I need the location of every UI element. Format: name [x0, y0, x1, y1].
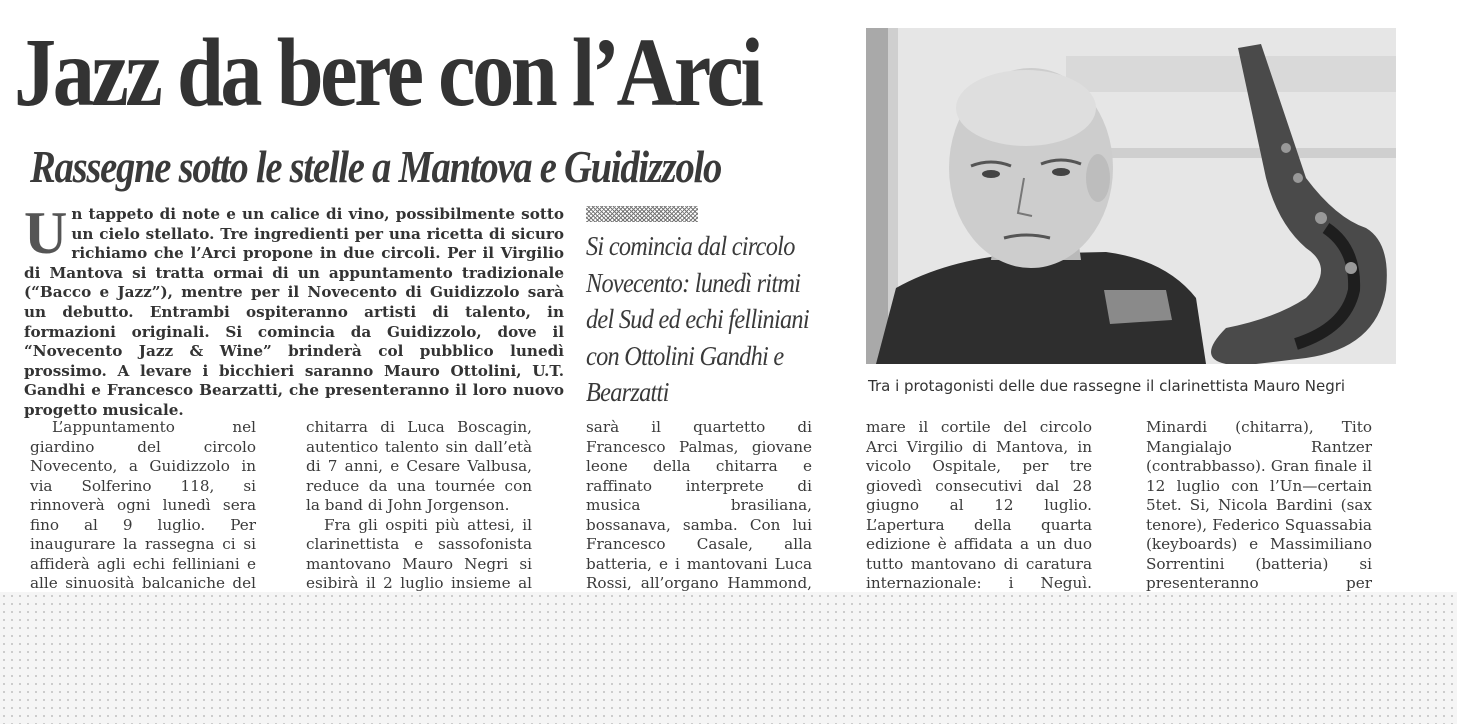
- drop-cap: U: [24, 200, 68, 266]
- column-paragraph: Minardi (chitarra), Tito Mangialajo Rantzer (contrabbasso). Gran finale il 12 luglio con l’Un—certain 5tet. Si, Nicola Bardini (sax tenore), Federico Squassabia (keyboards) e Massimiliano Sorrentini (batteria) si presenteranno per: [1146, 418, 1372, 592]
- subheadline: Rassegne sotto le stelle a Mantova e Guidizzolo: [30, 141, 722, 192]
- dotted-overlay-area: [0, 592, 1457, 724]
- decorative-hatch-bar: [586, 206, 698, 222]
- lead-paragraph: [24, 200, 564, 421]
- photo-clarinettist: [866, 28, 1396, 364]
- pull-quote: Si comincia dal circolo Novecento: lunedì ritmi del Sud ed echi felliniani con Ottolini Gandhi e Bearzatti: [586, 231, 809, 407]
- photo-illustration: [866, 28, 1396, 364]
- photo-caption: Tra i protagonisti delle due rassegne il clarinettista Mauro Negri: [868, 377, 1346, 395]
- column-paragraph: chitarra di Luca Boscagin, autentico talento sin dall’età di 7 anni, e Cesare Valbusa, reduce da una tournée con la band di John Jorgenson.: [306, 418, 532, 514]
- column-paragraph: mare il cortile del circolo Arci Virgilio di Mantova, in vicolo Ospitale, per tre giovedì consecutivi dal 28 giugno al 12 luglio. L’apertura della quarta edizione è affidata a un duo tutto mantovano di caratura internazionale: i Neguì.: [866, 418, 1092, 592]
- column-paragraph: sarà il quartetto di Francesco Palmas, giovane leone della chitarra e raffinato interprete di musica brasiliana, bossanava, samba. Con lui Francesco Casale, alla batteria, e i mantovani Luca Rossi, all’organo Hammond,: [586, 418, 812, 592]
- body-column-2: [306, 418, 532, 613]
- lead-text: n tappeto di note e un calice di vino, possibilmente sotto un cielo stellato. Tre ingredienti per una ricetta di sicuro richiamo che l’Arci propone in due circoli. Per il Virgilio di Mantova si tratta ormai di un appuntamento tradizionale (“Bacco e Jazz”), mentre per il Novecento di Guidizzolo sarà un debutto. Entrambi ospiteranno artisti di talento, in formazioni originali. Si comincia da Guidizzolo, dove il “Novecento Jazz & Wine” brinderà col pubblico lunedì prossimo. A levare i bicchieri saranno Mauro Ottolini, U.T. Gandhi e Francesco Bearzatti, che presenteranno il loro nuovo progetto musicale.: [24, 205, 564, 419]
- headline: Jazz da bere con l’Arci: [14, 19, 761, 127]
- column-paragraph: L’appuntamento nel giardino del circolo Novecento, a Guidizzolo in via Solferino 118, si rinnoverà ogni lunedì sera fino al 9 luglio. Per inaugurare la rassegna ci si affiderà agli echi felliniani e alle sinuosità balcaniche del: [30, 418, 256, 592]
- column-paragraph: Fra gli ospiti più attesi, il clarinettista e sassofonista mantovano Mauro Negri si esibirà il 2 luglio insieme al: [306, 515, 532, 592]
